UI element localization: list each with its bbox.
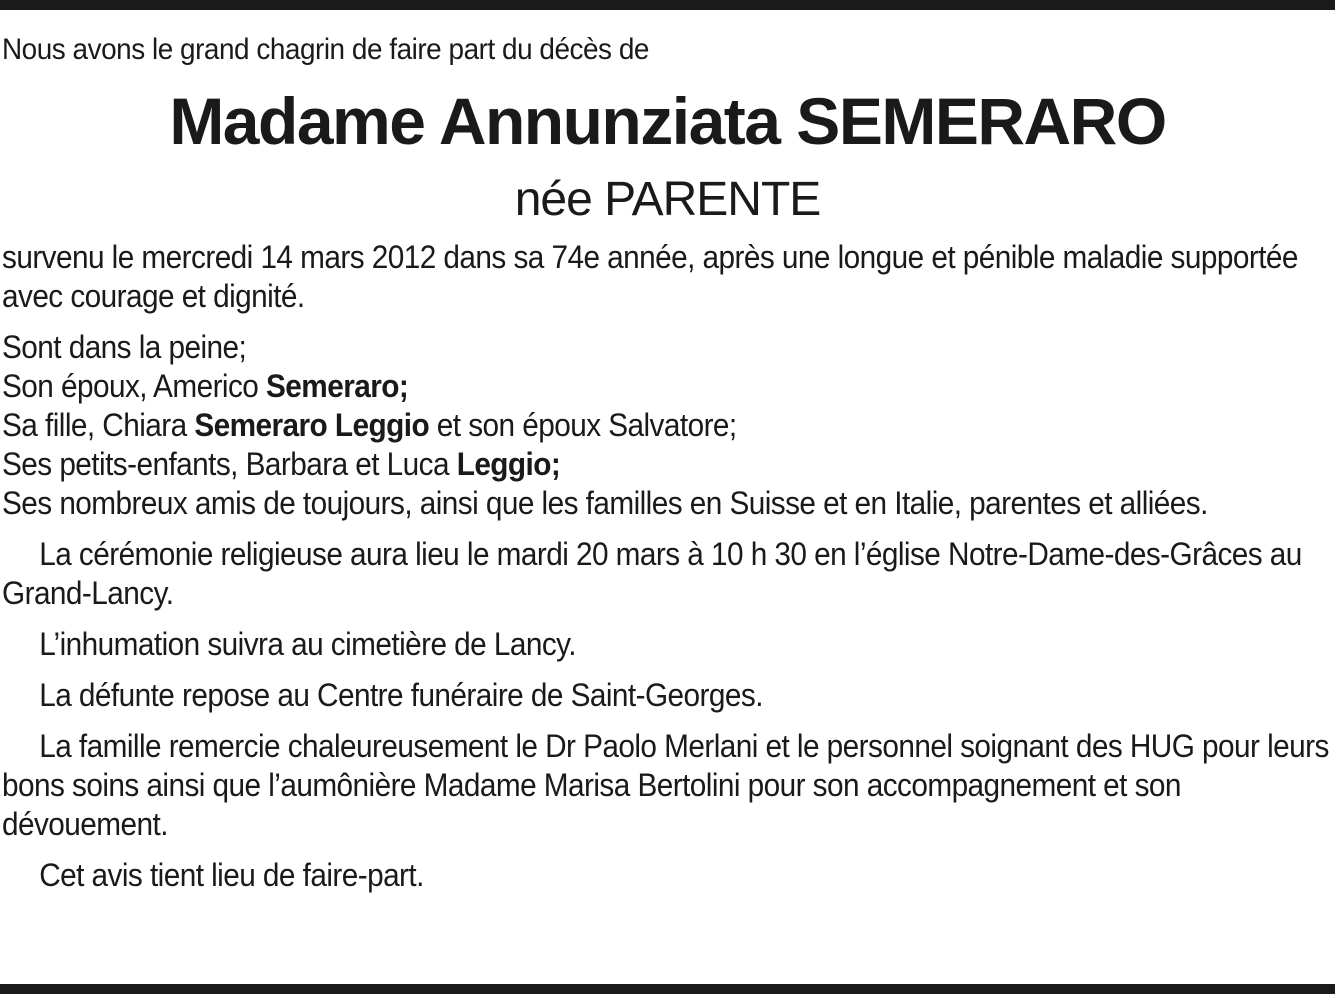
burial-info: L’inhumation suivra au cimetière de Lancy. [39,626,577,662]
daughter-suffix: et son époux Salvatore; [429,407,737,443]
intro-line: Nous avons le grand chagrin de faire part du décès de [2,33,649,66]
ceremony-info: La cérémonie religieuse aura lieu le mardi 20 mars à 10 h 30 en l’église Notre-Dame-des-Grâces au Grand-Lancy. [2,536,1302,611]
mourners-heading: Sont dans la peine; [2,329,247,365]
obituary-notice [2,30,1333,895]
mourners-list [2,328,1333,523]
top-rule [0,0,1335,10]
maiden-name: née PARENTE [514,173,821,226]
daughter-prefix: Sa fille, Chiara [2,407,195,443]
thanks-paragraph: La famille remercie chaleureusement le Dr Paolo Merlani et le personnel soignant des HUG pour leurs bons soins ainsi que l’aumônière Madame Marisa Bertolini pour son accompagnement et son dévouement. [2,728,1329,842]
mourner-daughter [2,406,1333,445]
grandchildren-prefix: Ses petits-enfants, Barbara et Luca [2,446,457,482]
bottom-rule [0,984,1335,994]
resting-info: La défunte repose au Centre funéraire de Saint-Georges. [39,677,763,713]
closing-line: Cet avis tient lieu de faire-part. [39,857,424,893]
mourner-spouse [2,367,1333,406]
mourner-friends: Ses nombreux amis de toujours, ainsi que les familles en Suisse et en Italie, parentes et alliées. [2,485,1208,521]
notice-body [2,238,1333,895]
grandchildren-name: Leggio; [456,446,561,482]
deceased-name: Madame Annunziata SEMERARO [169,84,1166,158]
death-details: survenu le mercredi 14 mars 2012 dans sa 74e année, après une longue et pénible maladie supportée avec courage et dignité. [2,239,1298,314]
spouse-prefix: Son époux, Americo [2,368,267,404]
daughter-name: Semeraro Leggio [194,407,430,443]
mourner-grandchildren [2,445,1333,484]
spouse-name: Semeraro; [266,368,409,404]
